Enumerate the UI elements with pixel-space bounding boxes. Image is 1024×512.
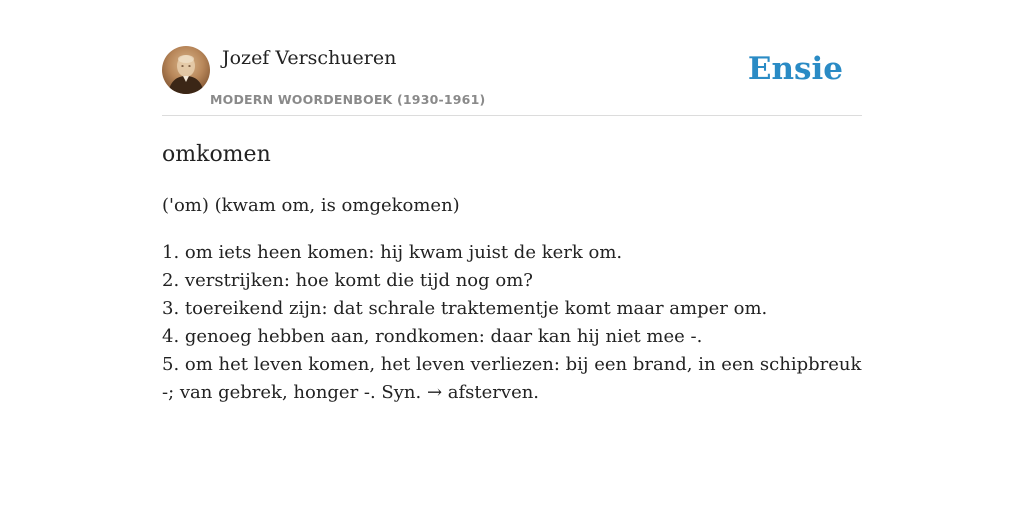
grammar-info: ('om) (kwam om, is omgekomen): [162, 195, 460, 216]
portrait-icon: [162, 46, 210, 94]
divider: [162, 115, 862, 116]
meaning-item: 3. toereikend zijn: dat schrale traktementje komt maar amper om.: [162, 298, 768, 319]
author-name[interactable]: Jozef Verschueren: [222, 47, 397, 69]
meaning-list: [162, 239, 862, 407]
meaning-item: 4. genoeg hebben aan, rondkomen: daar kan hij niet mee -.: [162, 326, 703, 347]
source-label[interactable]: MODERN WOORDENBOEK (1930-1961): [210, 92, 486, 107]
avatar[interactable]: [162, 46, 210, 94]
entry-card: [162, 0, 862, 512]
meaning-item: 1. om iets heen komen: hij kwam juist de kerk om.: [162, 242, 623, 263]
meaning-item: 2. verstrijken: hoe komt die tijd nog om?: [162, 270, 533, 291]
meaning-item: 5. om het leven komen, het leven verliezen: bij een brand, in een schipbreuk -; van gebrek, honger -. Syn. → afsterven.: [162, 354, 862, 403]
brand-logo[interactable]: Ensie: [747, 51, 843, 87]
headword: omkomen: [162, 142, 271, 167]
